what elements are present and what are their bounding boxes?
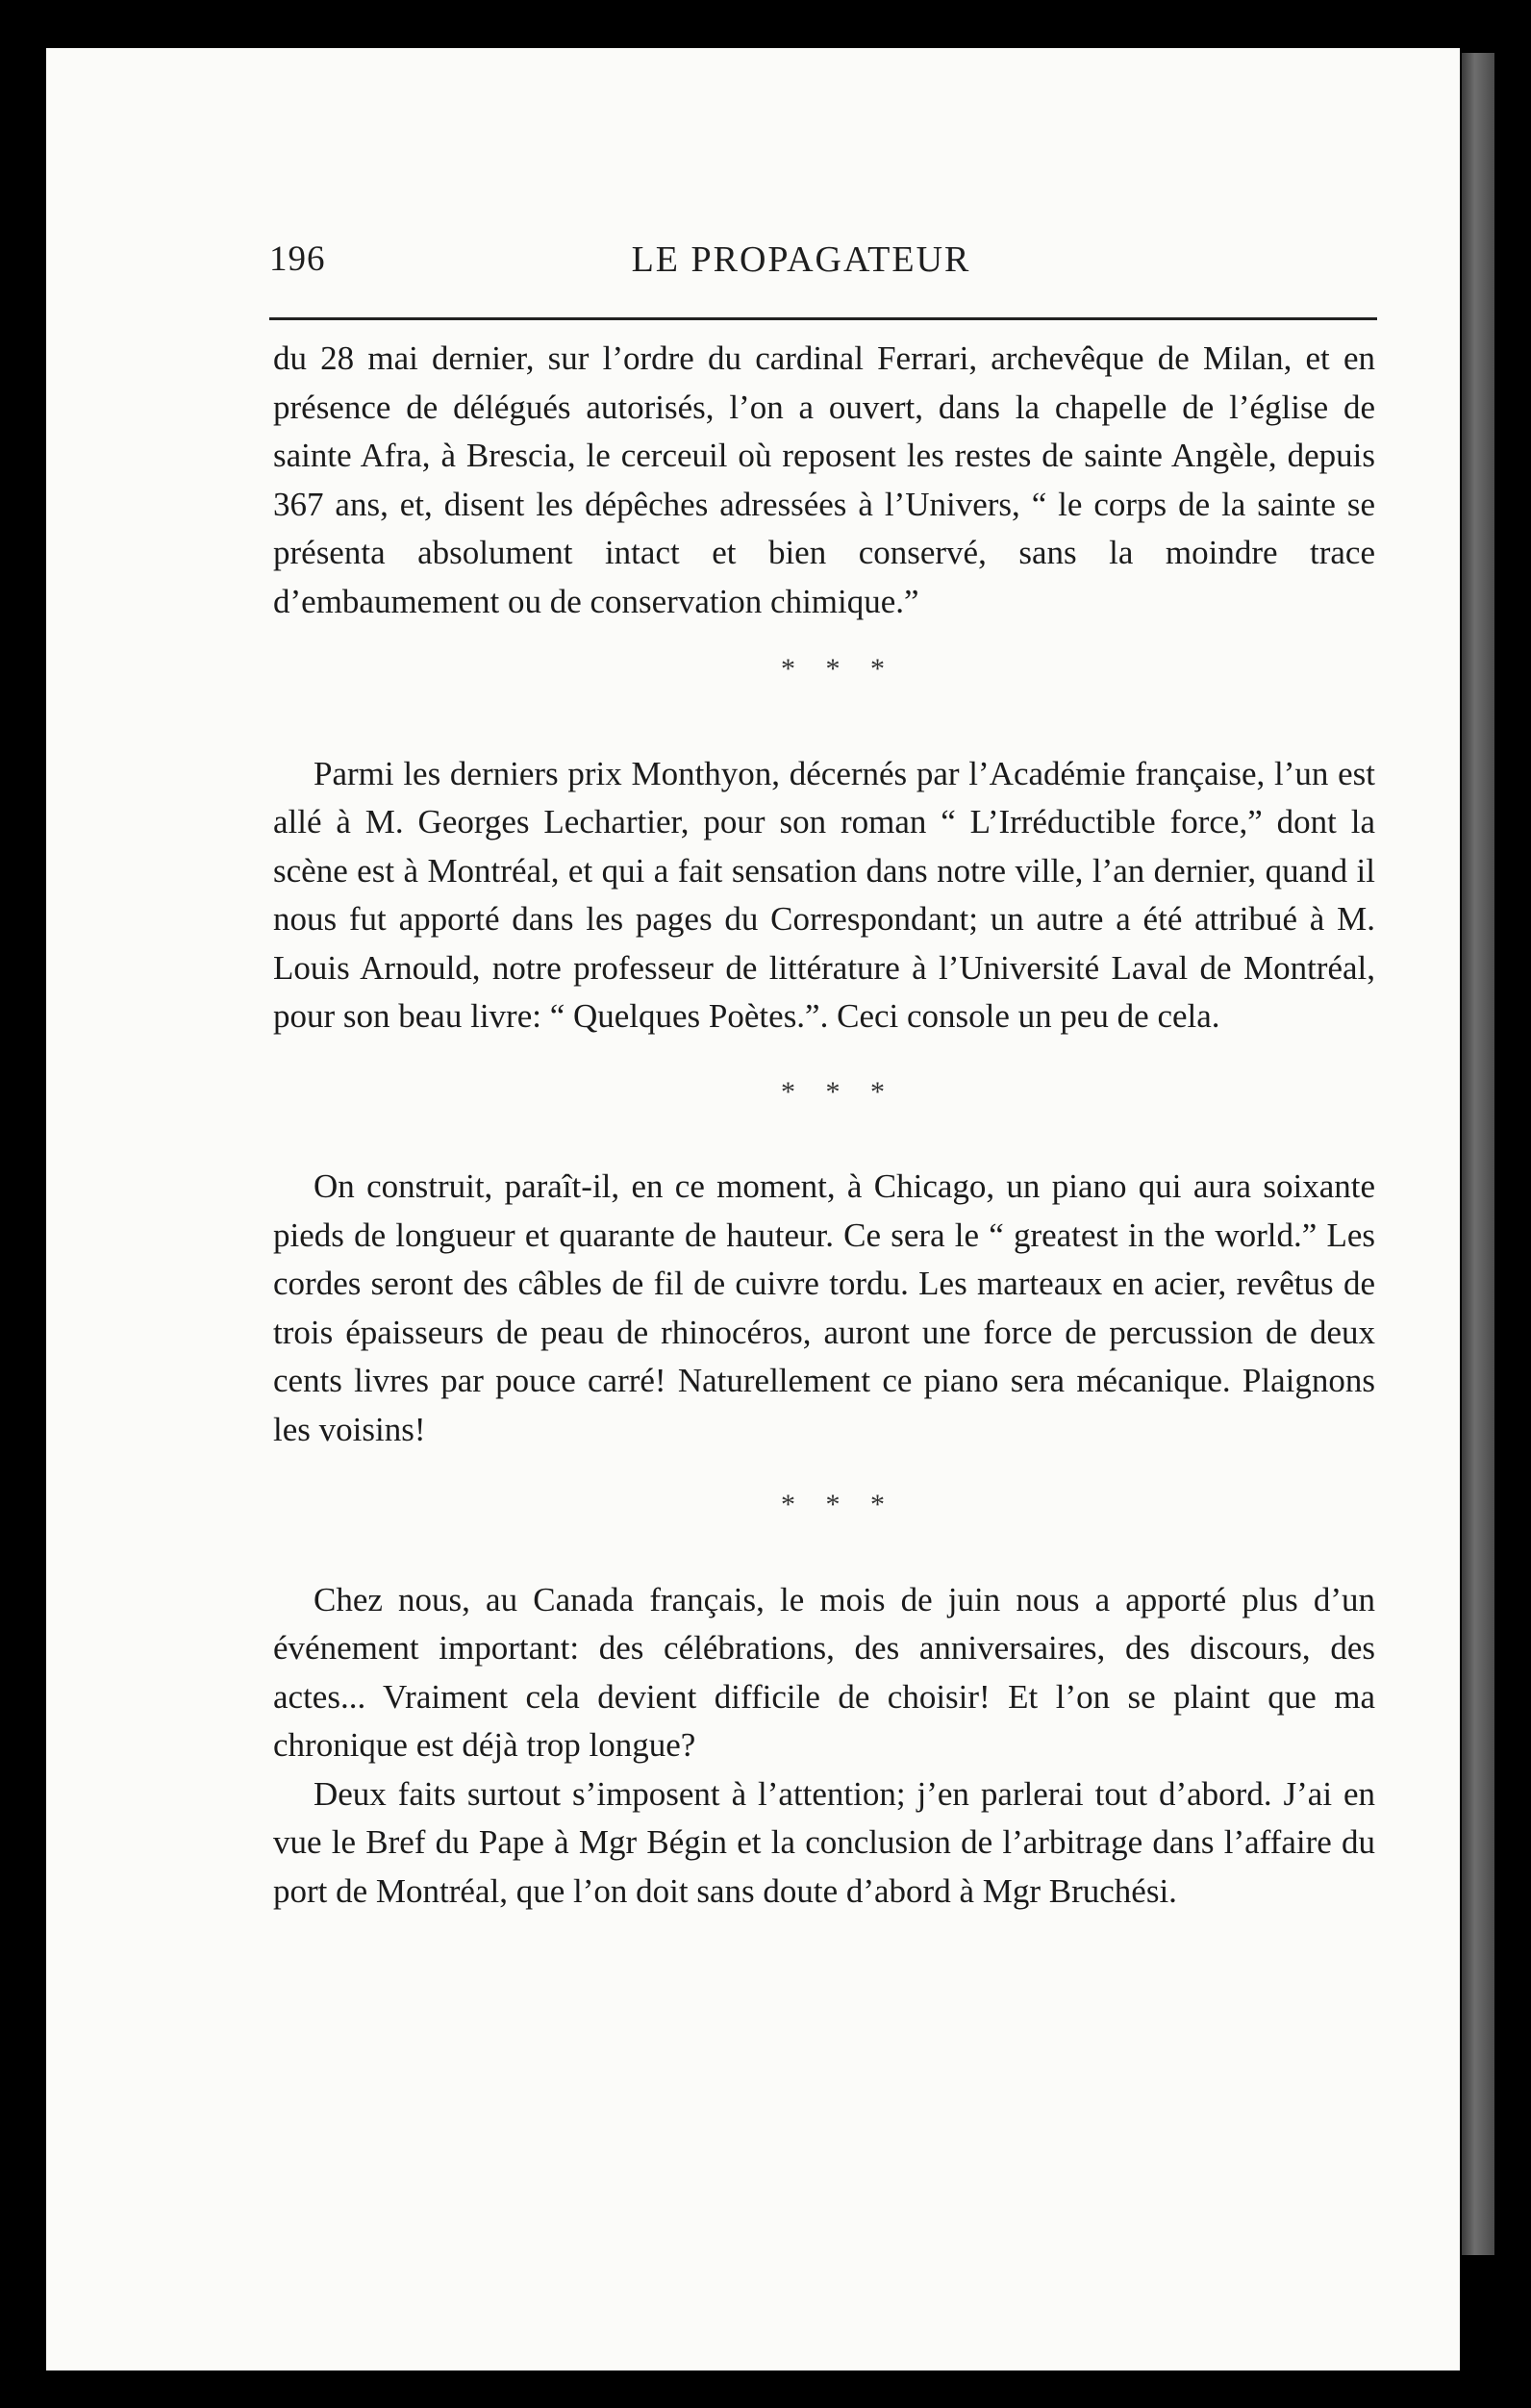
header-rule — [269, 317, 1377, 320]
running-header — [223, 238, 1379, 287]
section-separator: * * * — [781, 1489, 896, 1520]
page-edge — [1462, 53, 1494, 2255]
page-number: 196 — [269, 239, 326, 279]
running-title: LE PROPAGATEUR — [631, 239, 971, 280]
paragraph: Chez nous, au Canada français, le mois de juin nous a apporté plus d’un événement important: des célébrations, des anniversaires, des discours, des actes... Vraiment cela devient difficile de choisir! Et l’on se plaint que ma chronique est déjà trop longue? — [273, 1580, 1375, 1764]
paragraph: Deux faits surtout s’imposent à l’attention; j’en parlerai tout d’abord. J’ai en vue le Bref du Pape à Mgr Bégin et la conclusion de l’arbitrage dans l’affaire du port de Montréal, que l’on doit sans doute d’abord à Mgr Bruchési. — [273, 1774, 1375, 1910]
paragraph: du 28 mai dernier, sur l’ordre du cardinal Ferrari, archevêque de Milan, et en présence de délégués autorisés, l’on a ouvert, dans la chapelle de l’église de sainte Afra, à Brescia, le cerceuil où reposent les restes de sainte Angèle, depuis 367 ans, et, disent les dépêches adressées à l’Univers, “ le corps de la sainte se présenta absolument intact et bien conservé, sans la moindre trace d’embaumement ou de conservation chimique.” — [273, 339, 1375, 620]
paragraph: Parmi les derniers prix Monthyon, décernés par l’Académie française, l’un est allé à M. Georges Lechartier, pour son roman “ L’Irréductible force,” dont la scène est à Montréal, et qui a fait sensation dans notre ville, l’an dernier, quand il nous fut apporté dans les pages du Correspondant; un autre a été attribué à M. Louis Arnould, notre professeur de littérature à l’Université Laval de Montréal, pour son beau livre: “ Quelques Poètes.”. Ceci console un peu de cela. — [273, 754, 1375, 1035]
section-separator: * * * — [781, 1075, 896, 1108]
section-separator: * * * — [781, 653, 896, 685]
page-content — [273, 335, 1375, 1916]
paragraph: On construit, paraît-il, en ce moment, à Chicago, un piano qui aura soixante pieds de longueur et quarante de hauteur. Ce sera le “ greatest in the world.” Les cordes seront des câbles de fil de cuivre tordu. Les marteaux en acier, revêtus de trois épaisseurs de peau de rhinocéros, auront une force de percussion de deux cents livres par pouce carré! Naturellement ce piano sera mécanique. Plaignons les voisins! — [273, 1167, 1375, 1448]
